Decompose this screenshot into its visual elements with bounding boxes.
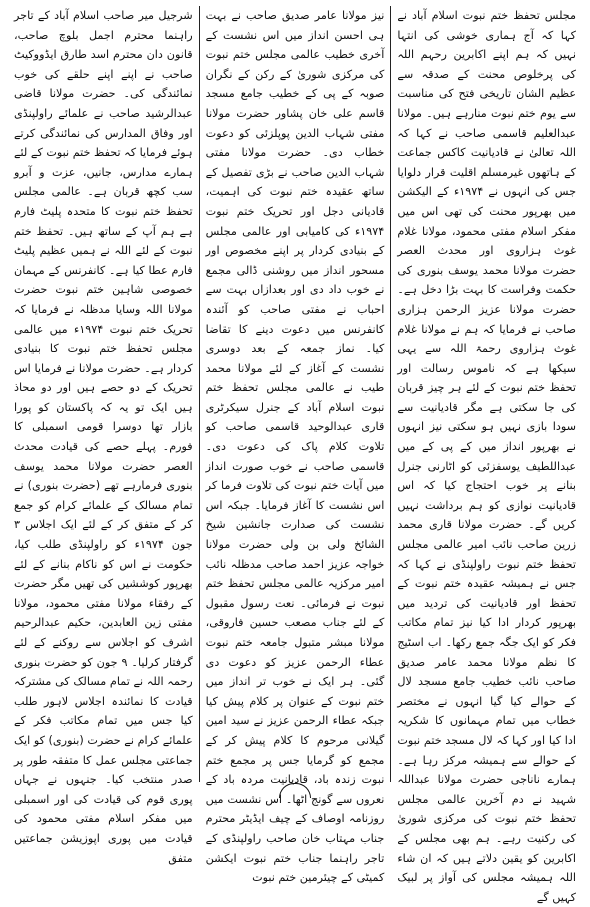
column-left-text: شرجیل میر صاحب اسلام آباد کے تاجر راہنما محترم اجمل بلوچ صاحب، قانون دان محترم اسد طارق ایڈووکیٹ صاحب نے اپنے اپنے حلقے کی خوب نمائندگی کی۔ حضرت مولانا قاضی عبدالرشید صاحب نے علمائے راولپنڈی اور وفاق المدارس کی نمائندگی کرتے ہوئے فرمایا کہ تحفظ ختم نبوت کے لئے ہمارے مدارس، جانیں، عزت و آبرو سب کچھ قربان ہے۔ عالمی مجلس تحفظ ختم نبوت کا متحدہ پلیٹ فارم ہے ہم آپ کے ساتھ ہیں۔ تحفظ ختم نبوت کے لئے اللہ نے ہمیں عظیم پلیٹ فارم عطا کیا ہے۔ کانفرنس کے مہمان خصوصی شاہین ختم نبوت حضرت مولانا اللہ وسایا مدظلہ نے فرمایا کہ تحریک ختم نبوت ۱۹۷۴ء میں عالمی مجلس تحفظ ختم نبوت کا بنیادی کردار ہے۔ حضرت مولانا نے فرمایا اس تحریک کے دو حصے ہیں اور دو محاذ ہیں ایک تو یہ کہ پاکستان کو پورا بازار تھا دوسرا قومی اسمبلی کا فورم۔ پہلے حصے کی قیادت محدث العصر حضرت مولانا محمد یوسف بنوری فرمارہے تھے (حضرت بنوری) نے تمام مسالک کے علمائے کرام کو جمع کر کے متفق کر کے لئے ایک اجلاس ۳ جون ۱۹۷۴ء کو راولپنڈی طلب کیا، حکومت نے اس کو ناکام بنانے کے لئے بھرپور کوششیں کی تھیں مگر حضرت کے رفقاء مولانا مفتی محمود، مولانا مفتی زین العابدین، حکیم عبدالرحیم اشرف کو اجلاس سے روکنے کے لئے گرفتار کرلیا۔ ۹ جون کو حضرت بنوری رحمہ اللہ نے تمام مسالک کی مشترکہ قیادت کا نمائندہ اجلاس لاہور طلب کیا جس میں تمام مکاتب فکر کے علمائے کرام نے حضرت (بنوری) کو ایک جماعتی مجلس عمل کا متفقہ طور پر صدر منتخب کیا۔ جنہوں نے جہاں پوری قوم کی قیادت کی اور اسمبلی میں مفکر اسلام مفتی محمود کی قیادت میں پوری اپوزیشن جماعتیں متفق [13,9,193,865]
column-right-text: مجلس تحفظ ختم نبوت اسلام آباد نے کہا کہ آج ہماری خوشی کی انتہا نہیں کہ ہم اپنے اکابرین رحہم اللہ کی پرخلوص محنت کے صدقہ سے عظیم الشان تاریخی فتح کی مناسبت سے یوم ختم نبوت منارہے ہیں۔ مولانا عبدالعلیم قاسمی صاحب نے کہا کہ اللہ تعالیٰ نے قادیانیت کاکس جماعت کے ہاتھوں غیرمسلم اقلیت قرار دلوایا جس کی انہوں نے ۱۹۷۴ء کے الیکشن میں بھرپور محنت کی تھی اس میں مفکر اسلام مفتی محمود، مولانا غلام غوث ہزاروی اور محدث العصر حضرت مولانا محمد یوسف بنوری کی حکمت وفراست کا بہت بڑا دخل ہے۔ حضرت مولانا عزیز الرحمن ہزاری صاحب نے فرمایا کہ ہم نے مولانا غلام غوث ہزاروی رحمۃ اللہ سے یہی سیکھا ہے کہ ناموس رسالت اور تحفظ ختم نبوت کے لئے ہر چیز قربان کی جا سکتی ہے مگر قادیانیت سے سودا بازی نہیں ہو سکتی نیز انہوں نے بھرپور انداز میں کے پی کے میں عبداللطیف یوسفزئی کو اٹارنی جنرل بنانے پر خوب احتجاج کیا کہ اس قادیانیت نوازی کو ہم برداشت نہیں کریں گے۔ حضرت مولانا قاری محمد زرین صاحب نائب امیر عالمی مجلس تحفظ ختم نبوت راولپنڈی نے کہا کہ جس نے ہمیشہ عقیدہ ختم نبوت کے تحفظ اور قادیانیت کی تردید میں بھرپور کردار ادا کیا نیز تمام مکاتب فکر کو ایک جگہ جمع رکھا۔ اب اسٹیج کا نظم مولانا محمد عامر صدیق صاحب نائب خطیب جامع مسجد لال کے حوالے کیا گیا انہوں نے مختصر خطاب میں تمام مہمانوں کا شکریہ ادا کیا اور کہا کہ لال مسجد ختم نبوت کے حوالے سے ہمیشہ مرکز رہا ہے۔ ہمارے ناناجی حضرت مولانا عبداللہ شہید نے دم آخرین عالمی مجلس تحفظ ختم نبوت کی مرکزی شوریٰ کی رکنیت رہے۔ ہم بھی مجلس کے اکابرین کو یقین دلاتے ہیں کہ ان شاء اللہ ہمیشہ مجلس کی آواز پر لبیک کہیں گے [397,9,576,904]
column-left [8,6,200,865]
column-middle-text: نیز مولانا عامر صدیق صاحب نے بہت ہی احسن انداز میں اس نشست کے آخری خطیب عالمی مجلس ختم نبوت کی مرکزی شوریٰ کے رکن کے نگران صوبہ کے پی کے خطیب جامع مسجد قاسم علی خان پشاور حضرت مولانا مفتی شہاب الدین پوپلزئی کو دعوت خطاب دی۔ حضرت مولانا مفتی شہاب الدین صاحب نے بڑی تفصیل کے ساتھ عقیدہ ختم نبوت کی اہمیت، قادیانی دجل اور تحریک ختم نبوت ۱۹۷۴ء کی کامیابی اور عالمی مجلس کے بنیادی کردار پر اپنے مخصوص اور مسحور انداز میں روشنی ڈالی مجمع نے خوب داد دی اور بعدازاں بہت سے احباب نے مفتی صاحب کو آئندہ کانفرنس میں دعوت دینے کا تقاضا کیا۔ نماز جمعہ کے بعد دوسری نشست کے آغاز کے لئے مولانا محمد طیب نے عالمی مجلس تحفظ ختم نبوت اسلام آباد کے جنرل سیکرٹری قاری عبدالوحید قاسمی صاحب کو تلاوت کلام پاک کی دعوت دی۔ قاسمی صاحب نے خوب صورت انداز میں آیات ختم نبوت کی تلاوت فرما کر اس نشست کا آغاز فرمایا۔ جبکہ اس نشست کی صدارت جانشین شیخ الشائخ ولی بن ولی حضرت مولانا خواجہ عزیز احمد صاحب مدظلہ نائب امیر مرکزیہ عالمی مجلس تحفظ ختم نبوت نے فرمائی۔ نعت رسول مقبول کے لئے جناب مصعب حسین فاروقی، مولانا مبشر متبول جامعہ ختم نبوت عطاء الرحمن عزیز کو دعوت دی گئی۔ ہر ایک نے خوب تر انداز میں ختم نبوت کے عنوان پر کلام پیش کیا جبکہ عطاء الرحمن عزیز نے سید امین گیلانی مرحوم کا کلام پیش کر کے مجمع کو گرمایا جس پر مجمع ختم نبوت زندہ باد، قادیانیت مردہ باد کے نعروں سے گونج اٹھا۔ اس نشست میں روزنامہ اوصاف کے چیف ایڈیٹر محترم جناب مہتاب خان صاحب راولپنڈی کے تاجر راہنما جناب ختم نبوت ایکشن کمیٹی کے چیئرمین ختم نبوت [205,9,385,885]
column-middle [200,6,392,885]
column-right [391,6,582,904]
